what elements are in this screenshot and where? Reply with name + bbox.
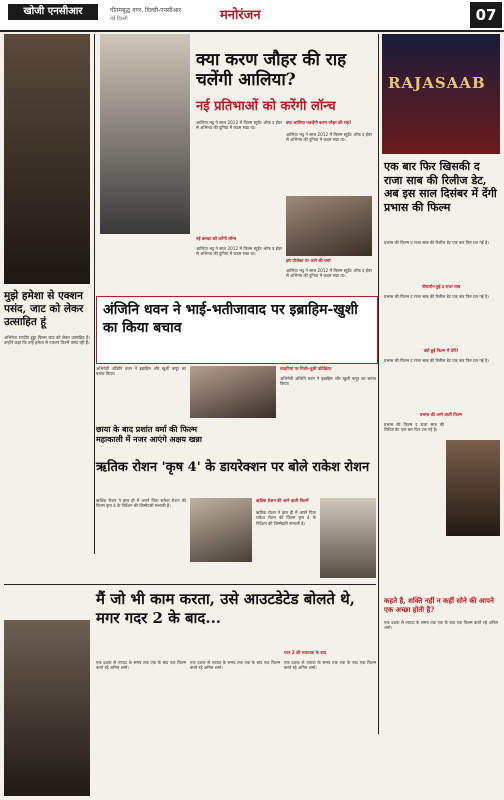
main-body-col1: आलिया भट्ट ने साल 2012 में फिल्म स्टूडेंट ऑफ द ईयर से अभिनय की दुनिया में कदम रखा था। xyxy=(196,120,282,131)
right-body-4: प्रभास की फिल्म द राजा साब की रिलीज डेट एक बार फिर टल गई है। xyxy=(384,422,444,433)
right-col-head-1 xyxy=(384,284,498,292)
right-body: प्रभास की फिल्म द राजा साब की रिलीज डेट एक बार फिर टल गई है। xyxy=(384,240,489,245)
right-col-head-3 xyxy=(384,412,498,420)
anjini-col-head-text: सादगियां पर मिली-जुली प्रतिक्रिया xyxy=(280,366,332,371)
right-col-head-1-text: पोस्टपोन हुई द राजा साब xyxy=(421,284,461,289)
main-col-head-3 xyxy=(286,258,372,266)
main-body-col2: आलिया भट्ट ने साल 2012 में फिल्म स्टूडेंट ऑफ द ईयर से अभिनय की दुनिया में कदम रखा था। xyxy=(286,132,372,143)
main-subhead: नई प्रतिभाओं को करेंगी लॉन्च xyxy=(196,99,336,114)
column-divider xyxy=(378,34,379,734)
main-body-col1b: आलिया भट्ट ने साल 2012 में फिल्म स्टूडेंट ऑफ द ईयर से अभिनय की दुनिया में कदम रखा था। xyxy=(196,246,282,257)
sanjay-body-2: एक दशक से ज्यादा के समय तक एक के बाद एक फिल्म करते रहे अनिल शर्मा। xyxy=(190,660,280,671)
left-headline: मुझे हमेशा से एक्शन पसंद, जाट को लेकर उत्साहित हूं xyxy=(4,290,84,328)
raja-saab-poster xyxy=(382,34,500,154)
left-body: अभिनेता रणदीप हुड्डा फिल्म जाट को लेकर उत्साहित हैं। उन्होंने कहा कि उन्हें हमेशा से एक्शन फिल्में पसंद रही हैं। xyxy=(4,335,90,346)
page-number: 07 xyxy=(470,2,502,28)
randeep-photo xyxy=(4,34,90,284)
main-col-head-2 xyxy=(286,120,372,130)
main-body-col3: आलिया भट्ट ने साल 2012 में फिल्म स्टूडेंट ऑफ द ईयर से अभिनय की दुनिया में कदम रखा था। xyxy=(286,268,372,279)
main-headline: क्या करण जौहर की राह चलेंगी आलिया? xyxy=(196,50,347,90)
anjini-body: अभिनेत्री अंजिनि धवन ने इब्राहिम और खुशी कपूर का बचाव किया। xyxy=(96,366,186,377)
krrish-col-head-text: ऋतिक रोशन की आने वाली फिल्में xyxy=(256,498,309,503)
anjini-photo xyxy=(190,366,276,418)
sanjay-quote: मैं जो भी काम करता, उसे आउटडेटेड बोलते थे, मगर गदर 2 के बाद... xyxy=(96,590,355,627)
right-headline: एक बार फिर खिसकी द राजा साब की रिलीज डेट, अब इस साल दिसंबर में देंगी प्रभास की फिल्म xyxy=(384,160,497,214)
anjini-col-head xyxy=(280,366,376,374)
main-col-head-3-text: इस प्रोजेक्ट पर आने की चर्चा xyxy=(286,258,331,263)
krrish-body: ऋतिक रोशन ने हाल ही में अपने पिता राकेश रोशन की फिल्म कृष 4 के निर्देशन की जिम्मेदारी संभाली है। xyxy=(96,498,186,509)
hrithik-photo xyxy=(190,498,252,562)
main-col-head-2-text: क्या आलिया पकड़ेंगी करण जौहर की राह? xyxy=(286,120,352,125)
sanjay-body-1: एक दशक से ज्यादा के समय तक एक के बाद एक फिल्म करते रहे अनिल शर्मा। xyxy=(96,660,186,671)
krrish-body-2: ऋतिक रोशन ने हाल ही में अपने पिता राकेश रोशन की फिल्म कृष 4 के निर्देशन की जिम्मेदारी संभाली है। xyxy=(256,510,316,526)
main-col-head-1-text: नई करवट को करेंगी लॉन्च xyxy=(196,236,237,241)
sanjay-col-head-1 xyxy=(284,650,376,658)
anjini-headline: अंजिनि धवन ने भाई-भतीजावाद पर इब्राहिम-खुशी का किया बचाव xyxy=(103,302,358,336)
rakesh-roshan-photo xyxy=(320,498,376,578)
right-col-head-3-text: प्रभास की आने वाली फिल्म xyxy=(419,412,463,417)
section-divider xyxy=(4,584,376,585)
sanjay-body-3: एक दशक से ज्यादा के समय तक एक के बाद एक फिल्म करते रहे अनिल शर्मा। xyxy=(284,660,376,671)
alia-inset-photo xyxy=(286,196,372,256)
sanjay-col-head-1-text: गदर 2 की सफलता के बाद xyxy=(284,650,327,655)
right-body-2: प्रभास की फिल्म द राजा साब की रिलीज डेट एक बार फिर टल गई है। xyxy=(384,294,489,299)
masthead xyxy=(0,0,504,32)
poster-title: RAJASAAB xyxy=(388,74,486,92)
sanjay-right-body: एक दशक से ज्यादा के समय तक एक के बाद एक फिल्म करते रहे अनिल शर्मा। xyxy=(384,620,498,631)
sanjay-right-head: कहते है, शक्ति नहीं न कहीं सोने की आपने एक अच्छा होती है? xyxy=(384,596,494,614)
krrish-col-head xyxy=(256,498,316,508)
column-divider xyxy=(94,34,95,554)
masthead-logo: खोजी एनसीआर xyxy=(8,4,98,20)
akshaye-headline: छाया के बाद प्रशांत वर्मा की फिल्म महाकाली में नजर आएंगे अक्षय खन्ना xyxy=(96,424,202,444)
alia-photo xyxy=(100,34,190,234)
krrish-headline: ऋतिक रोशन 'कृष 4' के डायरेक्शन पर बोले राकेश रोशन xyxy=(96,460,370,475)
masthead-subline: नई दिल्ली xyxy=(110,16,128,22)
right-body-3: प्रभास की फिल्म द राजा साब की रिलीज डेट एक बार फिर टल गई है। xyxy=(384,358,489,363)
sanjay-photo xyxy=(4,620,90,796)
anjini-body-2: अभिनेत्री अंजिनि धवन ने इब्राहिम और खुशी कपूर का बचाव किया। xyxy=(280,376,376,387)
prabhas-photo xyxy=(446,440,500,536)
masthead-dateline: गौतमबुद्ध नगर, दिल्ली-एनसीआर xyxy=(110,7,182,14)
right-col-head-2 xyxy=(384,348,498,356)
right-col-head-2-text: क्यों हुई फिल्म में देरी? xyxy=(423,348,459,353)
main-col-head-1 xyxy=(196,236,282,244)
section-title: मनोरंजन xyxy=(220,8,261,23)
anjini-headline-box xyxy=(96,296,378,364)
